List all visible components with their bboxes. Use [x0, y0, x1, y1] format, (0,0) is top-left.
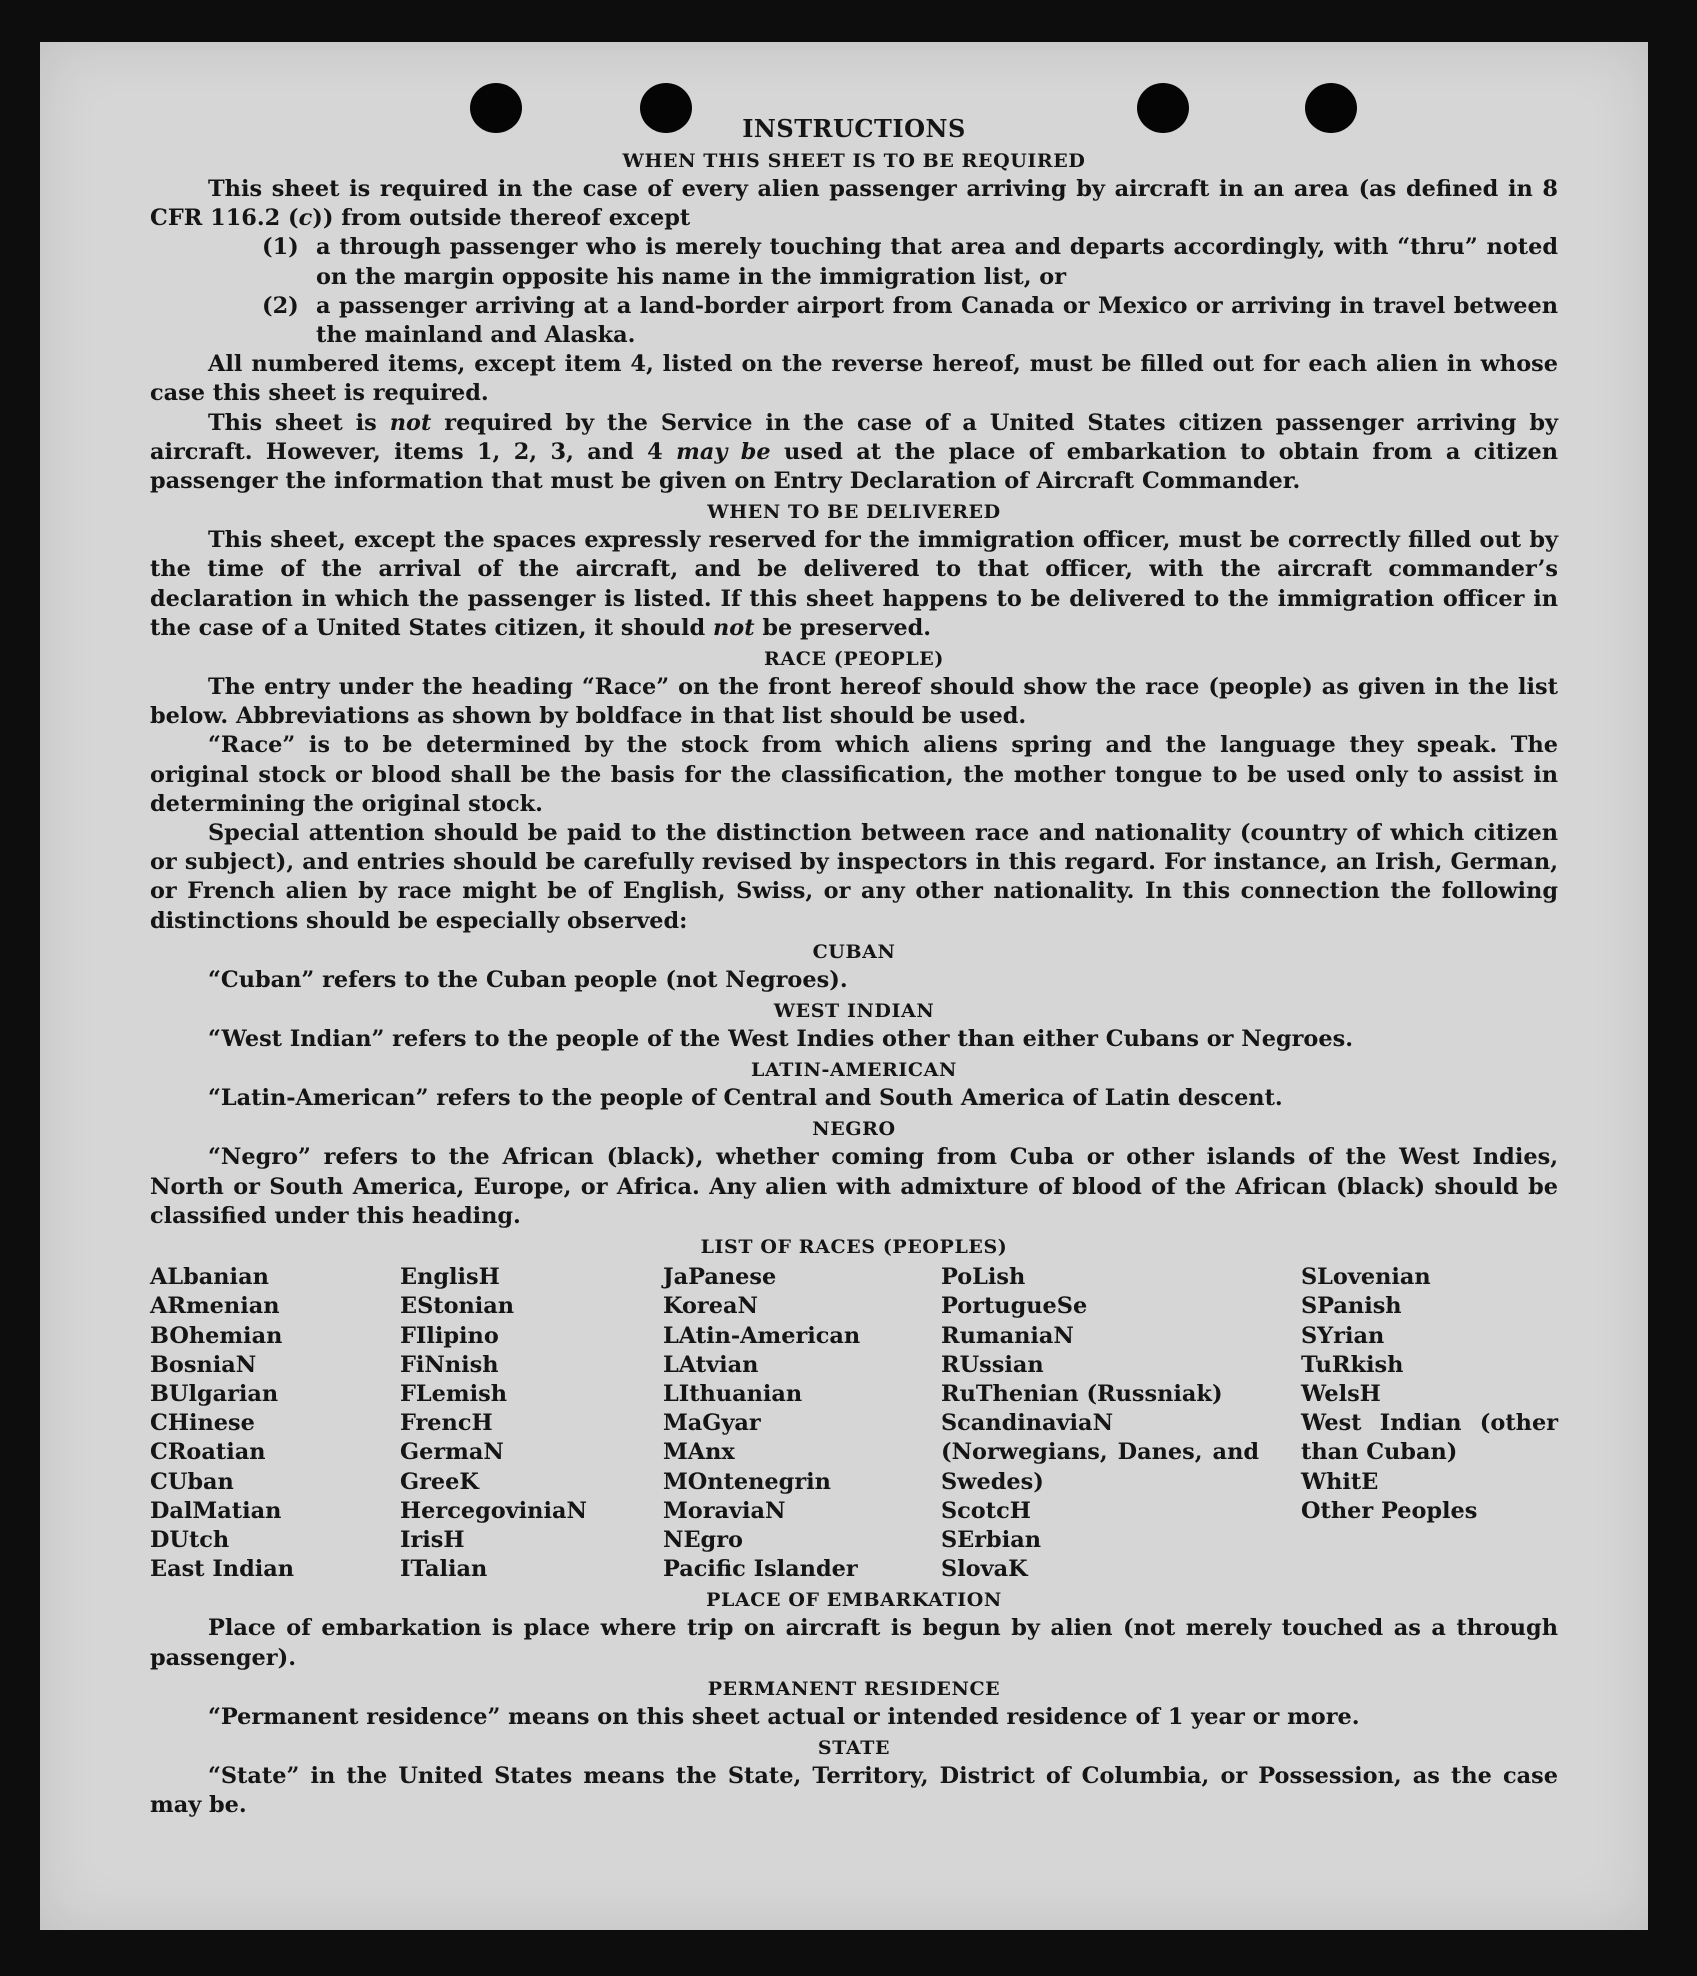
heading-race: RACE (PEOPLE): [764, 648, 944, 671]
paragraph-numbered-items: All numbered items, except item 4, listed on the reverse hereof, must be filled out for each alien in whose case this sheet is required.: [150, 351, 1558, 407]
paragraph-state: “State” in the United States means the State, Territory, District of Columbia, or Possession, as the case may be.: [150, 1762, 1558, 1819]
race-item: ScotcH: [941, 1497, 1031, 1524]
race-column: [941, 1263, 1259, 1584]
race-item: MaGyar: [663, 1410, 761, 1437]
race-item: CUban: [150, 1468, 234, 1495]
race-item: PortugueSe: [941, 1293, 1088, 1320]
race-item: East Indian: [150, 1556, 295, 1583]
race-item: ARmenian: [150, 1293, 280, 1320]
race-item: FrencH: [400, 1410, 493, 1437]
definition-negro: “Negro” refers to the African (black), whether coming from Cuba or other islands of the West Indies, North or South America, Europe, or Africa. Any alien with admixture of blood of the African (black) should be classified under this heading.: [150, 1144, 1558, 1229]
race-item: LIthuanian: [663, 1380, 803, 1407]
race-item: CRoatian: [150, 1439, 266, 1466]
race-item: KoreaN: [663, 1293, 758, 1320]
race-item: LAtin-American: [663, 1322, 861, 1349]
race-item: SLovenian: [1301, 1264, 1431, 1291]
heading-latin-american: LATIN-AMERICAN: [751, 1059, 957, 1082]
exception-item: (2) a passenger arriving at a land-border airport from Canada or Mexico or arriving in travel between the mainland and Alaska.: [262, 292, 1558, 349]
paragraph-required: This sheet is required in the case of every alien passenger arriving by aircraft in an area (as defined in 8 CFR 116.2 (c)) from outside thereof except: [150, 176, 1558, 232]
race-item: Other Peoples: [1301, 1497, 1478, 1524]
race-item: MoraviaN: [663, 1497, 786, 1524]
heading-negro: NEGRO: [812, 1118, 896, 1141]
definition-latin-american: “Latin-American” refers to the people of Central and South America of Latin descent.: [208, 1085, 1283, 1112]
race-item: EStonian: [400, 1293, 515, 1320]
race-item: West Indian (other than Cuban): [1301, 1410, 1558, 1466]
race-item: Pacific Islander: [663, 1556, 858, 1583]
heading-state: STATE: [817, 1736, 891, 1759]
paragraph-race-entry: The entry under the heading “Race” on the front hereof should show the race (people) as given in the list below. Abbreviations as shown by boldface in that list should be used.: [150, 674, 1558, 730]
race-item: ScandinaviaN (Norwegians, Danes, and Swedes): [941, 1410, 1259, 1495]
race-item: JaPanese: [663, 1264, 777, 1291]
race-item: LAtvian: [663, 1351, 759, 1378]
paragraph-race-nationality: Special attention should be paid to the distinction between race and nationality (country of which citizen or subject), and entries should be carefully revised by inspectors in this regard. For instance, an Irish, German, or French alien by race might be of English, Swiss, or any other nationality. In this connection the following distinctions should be especially observed:: [150, 820, 1558, 934]
race-column: [1301, 1263, 1558, 1584]
heading-when-delivered: WHEN TO BE DELIVERED: [707, 501, 1001, 524]
race-item: BUlgarian: [150, 1380, 279, 1407]
paragraph-citizen: This sheet is not required by the Service in the case of a United States citizen passenger arriving by aircraft. However, items 1, 2, 3, and 4 may be used at the place of embarkation to obtain from a citizen passenger the information that must be given on Entry Declaration of Aircraft Commander.: [150, 409, 1558, 495]
race-item: HercegoviniaN: [400, 1497, 587, 1524]
heading-west-indian: WEST INDIAN: [773, 1000, 935, 1023]
race-item: TuRkish: [1301, 1351, 1404, 1378]
race-item: MAnx: [663, 1439, 735, 1466]
definition-west-indian: “West Indian” refers to the people of the West Indies other than either Cubans or Negroes.: [208, 1026, 1353, 1053]
race-item: NEgro: [663, 1526, 743, 1553]
heading-place-of-embarkation: PLACE OF EMBARKATION: [706, 1589, 1002, 1612]
paragraph-delivered: This sheet, except the spaces expressly reserved for the immigration officer, must be correctly filled out by the time of the arrival of the aircraft, and be delivered to that officer, with the aircraft commander’s declaration in which the passenger is listed. If this sheet happens to be delivered to the immigration officer in the case of a United States citizen, it should not be preserved.: [150, 527, 1558, 641]
race-item: DUtch: [150, 1526, 230, 1553]
race-item: SErbian: [941, 1526, 1041, 1553]
heading-when-required: WHEN THIS SHEET IS TO BE REQUIRED: [622, 150, 1086, 172]
race-item: GermaN: [400, 1439, 504, 1466]
race-item: RumaniaN: [941, 1322, 1074, 1349]
race-item: SYrian: [1301, 1322, 1385, 1349]
race-item: IrisH: [400, 1526, 465, 1553]
race-item: FIlipino: [400, 1322, 499, 1349]
race-item: RuThenian (Russniak): [941, 1380, 1223, 1407]
race-item: WelsH: [1301, 1380, 1381, 1407]
race-item: SlovaK: [941, 1556, 1028, 1583]
race-item: BosniaN: [150, 1351, 257, 1378]
race-column: [663, 1263, 941, 1584]
race-item: MOntenegrin: [663, 1468, 831, 1495]
race-item: GreeK: [400, 1468, 479, 1495]
definition-cuban: “Cuban” refers to the Cuban people (not Negroes).: [208, 966, 848, 993]
race-item: BOhemian: [150, 1322, 283, 1349]
race-item: SPanish: [1301, 1293, 1402, 1320]
race-item: PoLish: [941, 1264, 1026, 1291]
race-item: CHinese: [150, 1410, 255, 1437]
race-item: ITalian: [400, 1556, 488, 1583]
paragraph-embarkation: Place of embarkation is place where trip on aircraft is begun by alien (not merely touched as a through passenger).: [150, 1615, 1558, 1671]
race-item: ALbanian: [150, 1264, 269, 1291]
paragraph-residence: “Permanent residence” means on this sheet actual or intended residence of 1 year or more.: [208, 1703, 1360, 1730]
race-item: RUssian: [941, 1351, 1044, 1378]
heading-list-of-races: LIST OF RACES (PEOPLES): [700, 1236, 1008, 1259]
race-item: DalMatian: [150, 1497, 282, 1524]
heading-permanent-residence: PERMANENT RESIDENCE: [707, 1677, 1001, 1700]
race-item: WhitE: [1301, 1468, 1379, 1495]
instructions-content: [150, 112, 1558, 1820]
heading-cuban: CUBAN: [812, 940, 896, 963]
page-title: INSTRUCTIONS: [742, 114, 966, 143]
race-column: [150, 1263, 400, 1584]
paragraph-race-stock: “Race” is to be determined by the stock from which aliens spring and the language they speak. The original stock or blood shall be the basis for the classification, the mother tongue to be used only to assist in determining the original stock.: [150, 732, 1558, 817]
race-column: [400, 1263, 663, 1584]
exception-item: (1) a through passenger who is merely touching that area and departs accordingly, with “thru” noted on the margin opposite his name in the immigration list, or: [262, 234, 1558, 290]
form-sheet: [40, 42, 1648, 1930]
race-item: FiNnish: [400, 1351, 499, 1378]
race-item: EnglisH: [400, 1264, 500, 1291]
race-list: [150, 1263, 1558, 1584]
race-item: FLemish: [400, 1380, 507, 1407]
